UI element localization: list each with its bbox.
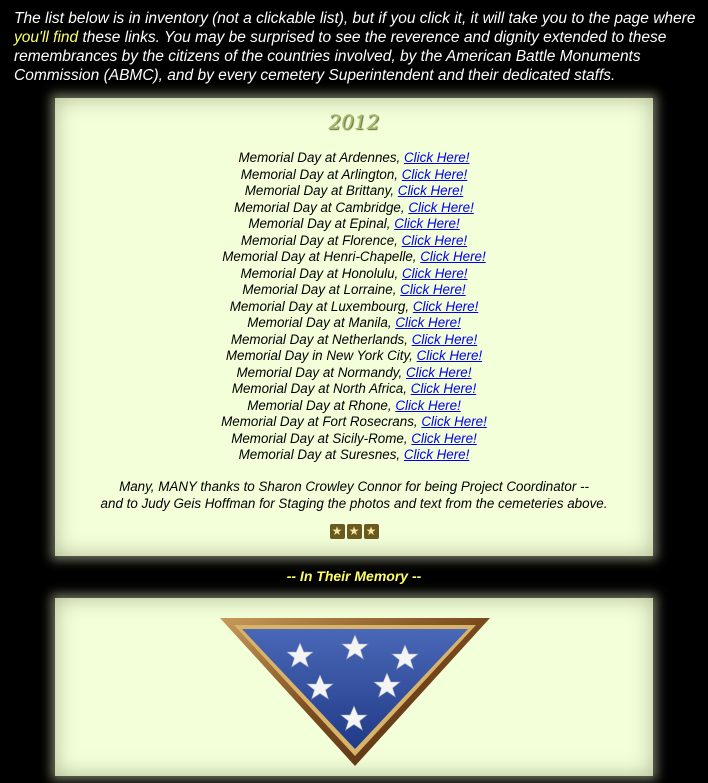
- list-item: [55, 200, 653, 217]
- click-here-link[interactable]: Click Here!: [420, 249, 486, 264]
- list-item: [55, 299, 653, 316]
- memorial-label: Memorial Day at Fort Rosecrans,: [221, 414, 418, 429]
- intro-text-end: these links. You may be surprised to see the reverence and dignity extended to these remembrances by the citizens of the countries involved, by the American Battle Monuments Commission (ABMC), and by every cemetery Superintendent and their dedicated staffs.: [14, 29, 667, 84]
- folded-flag-case-icon: [220, 616, 490, 766]
- intro-text-start: The list below is in inventory (not a clickable list), but if you click it, it will take you to the page where: [14, 10, 696, 27]
- list-item: [55, 150, 653, 167]
- click-here-link[interactable]: Click Here!: [408, 199, 474, 215]
- click-here-link[interactable]: Click Here!: [410, 381, 477, 396]
- memorial-label: Memorial Day at Arlington,: [240, 166, 399, 182]
- memorial-label: Memorial Day at Cambridge,: [234, 199, 405, 215]
- memorial-label: Memorial Day at Ardennes,: [238, 150, 401, 165]
- list-item: [55, 447, 653, 464]
- click-here-link[interactable]: Click Here!: [416, 348, 483, 363]
- thanks-line-2: and to Judy Geis Hoffman for Staging the photos and text from the cemeteries above.: [100, 496, 608, 511]
- star-icon: ★: [347, 524, 362, 539]
- click-here-link[interactable]: Click Here!: [412, 298, 479, 314]
- list-item: [55, 315, 653, 332]
- memorial-list-panel[interactable]: [55, 98, 653, 556]
- memorial-label: Memorial Day at Luxembourg,: [229, 298, 410, 314]
- click-here-link[interactable]: Click Here!: [394, 216, 460, 231]
- list-item: [55, 414, 653, 431]
- list-item: [55, 167, 653, 184]
- list-item: [55, 282, 653, 299]
- list-item: [55, 332, 653, 349]
- flag-panel: [55, 598, 653, 776]
- click-here-link[interactable]: Click Here!: [395, 315, 461, 330]
- star-icon: ★: [364, 524, 379, 539]
- memorial-label: Memorial Day at Lorraine,: [242, 282, 397, 297]
- click-here-link[interactable]: Click Here!: [400, 282, 466, 297]
- thanks-note: [55, 478, 653, 512]
- star-divider: [55, 523, 653, 539]
- intro-paragraph: [14, 9, 698, 85]
- memorial-label: Memorial Day at Florence,: [240, 232, 398, 248]
- list-item: [55, 233, 653, 250]
- list-item: [55, 381, 653, 398]
- click-here-link[interactable]: Click Here!: [395, 397, 461, 413]
- memorial-label: Memorial Day at Suresnes,: [238, 447, 401, 462]
- click-here-link[interactable]: Click Here!: [411, 331, 478, 347]
- click-here-link[interactable]: Click Here!: [421, 414, 487, 429]
- memorial-label: Memorial Day at Honolulu,: [240, 265, 399, 281]
- memorial-label: Memorial Day at Brittany,: [244, 183, 395, 198]
- list-item: [55, 348, 653, 365]
- list-item: [55, 183, 653, 200]
- year-heading: 2012: [328, 110, 380, 134]
- intro-highlight: you'll find: [14, 29, 79, 46]
- click-here-link[interactable]: Click Here!: [397, 183, 464, 198]
- memorial-label: Memorial Day at Sicily-Rome,: [231, 430, 408, 446]
- memorial-label: Memorial Day at Netherlands,: [230, 331, 408, 347]
- click-here-link[interactable]: Click Here!: [401, 232, 468, 248]
- click-here-link[interactable]: Click Here!: [402, 265, 468, 281]
- memorial-label: Memorial Day at Epinal,: [248, 216, 391, 231]
- click-here-link[interactable]: Click Here!: [404, 150, 470, 165]
- memorial-label: Memorial Day at North Africa,: [231, 381, 407, 396]
- thanks-line-1: Many, MANY thanks to Sharon Crowley Connor for being Project Coordinator --: [119, 479, 589, 494]
- memorial-label: Memorial Day at Henri-Chapelle,: [222, 249, 417, 264]
- star-icon: ★: [330, 524, 345, 539]
- click-here-link[interactable]: Click Here!: [401, 166, 468, 182]
- memorial-label: Memorial Day in New York City,: [225, 348, 413, 363]
- list-item: [55, 365, 653, 382]
- click-here-link[interactable]: Click Here!: [403, 447, 470, 462]
- list-item: [55, 249, 653, 266]
- memorial-label: Memorial Day at Normandy,: [236, 364, 403, 380]
- memorial-label: Memorial Day at Manila,: [247, 315, 392, 330]
- list-item: [55, 398, 653, 415]
- list-item: [55, 431, 653, 448]
- list-item: [55, 266, 653, 283]
- memorial-label: Memorial Day at Rhone,: [247, 397, 392, 413]
- in-their-memory-heading: -- In Their Memory --: [286, 568, 422, 584]
- click-here-link[interactable]: Click Here!: [405, 364, 472, 380]
- memorial-day-list[interactable]: [55, 150, 653, 464]
- list-item: [55, 216, 653, 233]
- click-here-link[interactable]: Click Here!: [411, 430, 477, 446]
